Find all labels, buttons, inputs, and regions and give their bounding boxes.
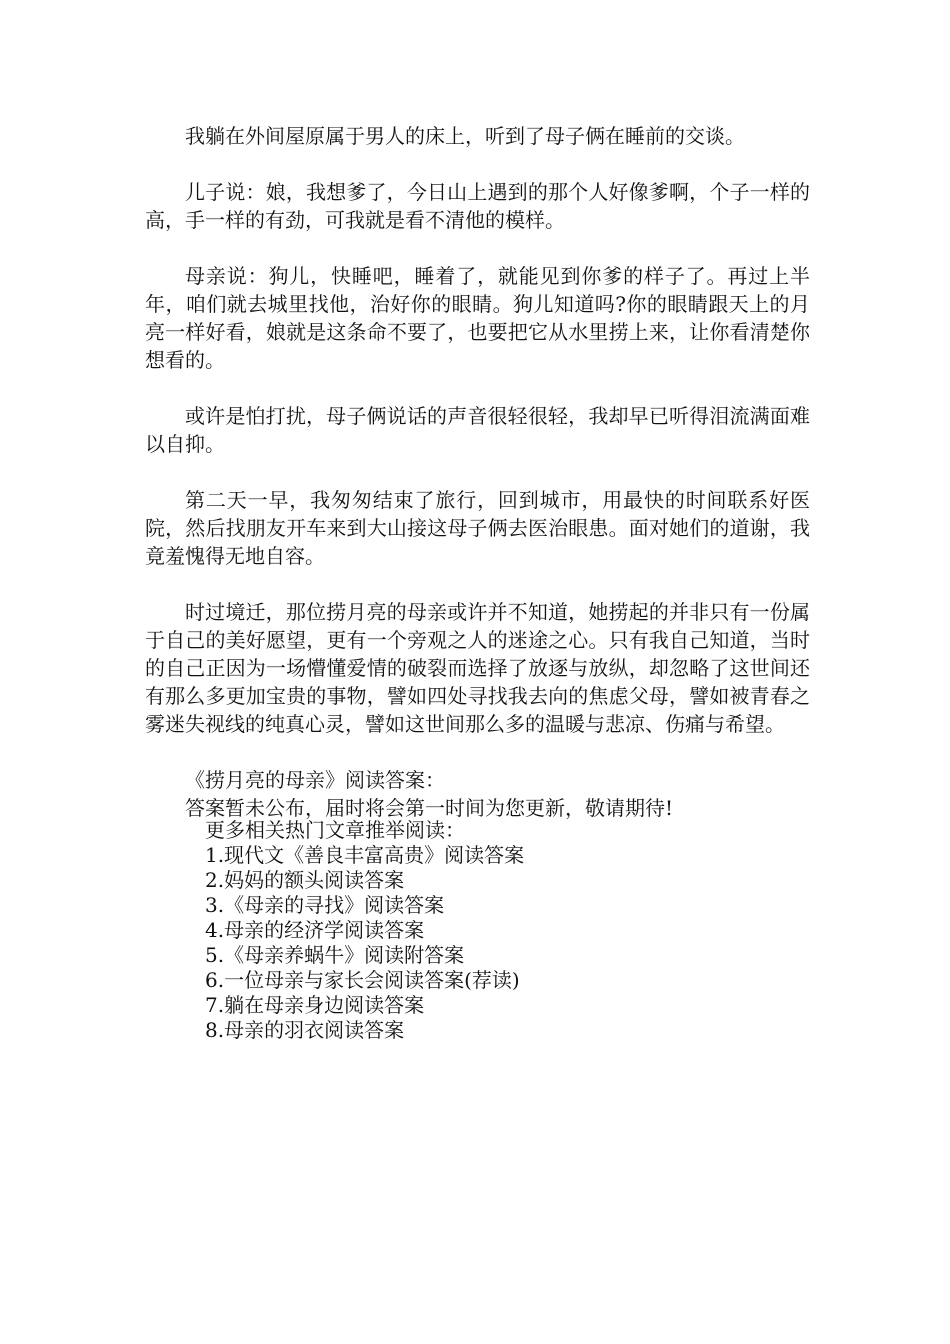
related-item-7[interactable]: 7.躺在母亲身边阅读答案	[205, 993, 425, 1017]
related-item-8[interactable]: 8.母亲的羽衣阅读答案	[205, 1018, 405, 1042]
related-articles	[205, 818, 805, 1043]
related-list	[205, 843, 805, 1043]
related-item-4[interactable]: 4.母亲的经济学阅读答案	[205, 918, 425, 942]
article-paragraph-5: 第二天一早，我匆匆结束了旅行，回到城市，用最快的时间联系好医院，然后找朋友开车来到大山接这母子俩去医治眼患。面对她们的道谢，我竟羞愧得无地自容。	[145, 488, 810, 568]
answer-title: 《捞月亮的母亲》阅读答案：	[185, 768, 445, 792]
related-item-5[interactable]: 5.《母亲养蜗牛》阅读附答案	[205, 943, 465, 967]
related-item-1[interactable]: 1.现代文《善良丰富高贵》阅读答案	[205, 843, 525, 867]
answer-section	[145, 766, 810, 822]
article-paragraph-4: 或许是怕打扰，母子俩说话的声音很轻很轻，我却早已听得泪流满面难以自抑。	[145, 404, 810, 456]
related-item-6[interactable]: 6.一位母亲与家长会阅读答案(荐读)	[205, 968, 520, 992]
article-paragraph-6: 时过境迁，那位捞月亮的母亲或许并不知道，她捞起的并非只有一份属于自己的美好愿望，更有一个旁观之人的迷途之心。只有我自己知道，当时的自己正因为一场懵懂爱情的破裂而选择了放逐与放纵，却忽略了这世间还有那么多更加宝贵的事物，譬如四处寻找我去向的焦虑父母，譬如被青春之雾迷失视线的纯真心灵，譬如这世间那么多的温暖与悲凉、伤痛与希望。	[145, 600, 810, 736]
article-paragraph-3: 母亲说：狗儿，快睡吧，睡着了，就能见到你爹的样子了。再过上半年，咱们就去城里找他，治好你的眼睛。狗儿知道吗?你的眼睛跟天上的月亮一样好看，娘就是这条命不要了，也要把它从水里捞上来，让你看清楚你想看的。	[145, 264, 810, 372]
related-item-2[interactable]: 2.妈妈的额头阅读答案	[205, 868, 405, 892]
article-paragraph-2: 儿子说：娘，我想爹了，今日山上遇到的那个人好像爹啊，个子一样的高，手一样的有劲，可我就是看不清他的模样。	[145, 180, 810, 232]
related-heading: 更多相关热门文章推举阅读：	[205, 818, 465, 842]
related-item-3[interactable]: 3.《母亲的寻找》阅读答案	[205, 893, 445, 917]
article-body	[145, 122, 810, 822]
answer-text: 答案暂未公布，届时将会第一时间为您更新，敬请期待!	[185, 796, 674, 820]
article-paragraph-1: 我躺在外间屋原属于男人的床上，听到了母子俩在睡前的交谈。	[185, 124, 745, 148]
